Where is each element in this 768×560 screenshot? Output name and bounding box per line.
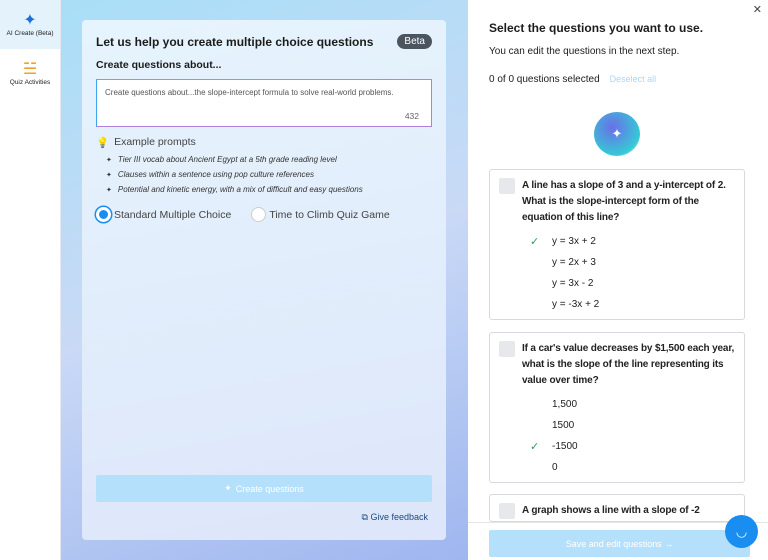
create-form-card — [82, 20, 446, 540]
sparkle-icon: ✦ — [106, 172, 112, 179]
prompt-value: Create questions about...the slope-intercept formula to solve real-world problems. — [105, 88, 394, 97]
answer-option: y = -3x + 2 — [552, 299, 600, 310]
selected-count: 0 of 0 questions selected — [489, 74, 600, 85]
quiz-icon: ☱ — [22, 61, 38, 78]
question-checkbox[interactable] — [499, 178, 515, 194]
radio-standard-multiple-choice[interactable]: Standard Multiple Choice — [96, 207, 231, 222]
question-list[interactable] — [489, 169, 745, 533]
answer-option: y = 2x + 3 — [552, 257, 596, 268]
answer-option: 1,500 — [552, 399, 578, 410]
panel-footer — [468, 522, 768, 560]
create-questions-button[interactable]: ✦ Create questions — [96, 475, 432, 502]
chat-support-icon[interactable]: ◡ — [725, 515, 758, 548]
answer-option: 0 — [552, 462, 558, 473]
question-panel — [468, 0, 768, 560]
beta-badge: Beta — [397, 34, 432, 49]
sidebar-item-quiz-activities[interactable] — [0, 49, 60, 98]
examples-label: Example prompts — [114, 136, 196, 148]
sparkle-icon: ✦ — [106, 187, 112, 194]
char-count: 432 — [404, 111, 419, 121]
prompt-textarea[interactable] — [96, 79, 432, 127]
lightbulb-icon: 💡 — [96, 137, 110, 149]
panel-title: Select the questions you want to use. — [489, 21, 704, 35]
close-icon[interactable]: ✕ — [752, 4, 762, 16]
sparkle-icon: ✦ — [106, 157, 112, 164]
sidebar — [0, 0, 61, 560]
sidebar-item-label: AI Create (Beta) — [6, 30, 54, 37]
radio-time-to-climb[interactable]: Time to Climb Quiz Game — [251, 207, 389, 222]
radio-unchecked[interactable] — [251, 207, 266, 222]
sparkles-icon: ✦ — [23, 12, 37, 29]
answer-option: ✓ y = 3x + 2 — [530, 236, 596, 248]
example-prompt[interactable]: ✦ Potential and kinetic energy, with a mix of difficult and easy questions — [106, 185, 363, 194]
question-card[interactable]: A graph shows a line with a slope of -2 — [489, 494, 745, 522]
answer-option: y = 3x - 2 — [552, 278, 594, 289]
answer-option: 1500 — [552, 420, 575, 431]
give-feedback-link[interactable]: ⧉ Give feedback — [361, 512, 428, 522]
question-checkbox[interactable] — [499, 341, 515, 357]
save-and-edit-button[interactable]: Save and edit questions → — [489, 530, 750, 557]
sidebar-item-label: Quiz Activities — [9, 79, 51, 86]
prompt-label: Create questions about... — [96, 59, 222, 71]
panel-subtitle: You can edit the questions in the next step. — [489, 46, 680, 57]
sparkles-icon: ✦ — [224, 483, 232, 493]
radio-checked[interactable] — [96, 207, 111, 222]
check-icon: ✓ — [530, 441, 540, 453]
question-card[interactable]: If a car's value decreases by $1,500 each year, what is the slope of the line representing its value over time? 1,500 1500 ✓ -1500 0 — [489, 332, 745, 483]
sidebar-item-ai-create[interactable] — [0, 0, 60, 49]
question-card[interactable]: A line has a slope of 3 and a y-intercept of 2. What is the slope-intercept form of the equation of this line? ✓ y = 3x + 2 y = 2x + 3 y = 3x - 2 y = -3x + 2 — [489, 169, 745, 320]
feedback-icon: ⧉ — [361, 512, 371, 522]
deselect-all-link[interactable]: Deselect all — [609, 74, 657, 84]
example-prompt[interactable]: ✦ Clauses within a sentence using pop culture references — [106, 170, 314, 179]
ai-sparkle-orb-icon: ✦ — [594, 112, 640, 156]
check-icon: ✓ — [530, 236, 540, 248]
form-title: Let us help you create multiple choice questions — [96, 34, 374, 49]
question-checkbox[interactable] — [499, 503, 515, 519]
answer-option: ✓ -1500 — [530, 441, 578, 453]
example-prompt[interactable]: ✦ Tier III vocab about Ancient Egypt at a 5th grade reading level — [106, 155, 337, 164]
